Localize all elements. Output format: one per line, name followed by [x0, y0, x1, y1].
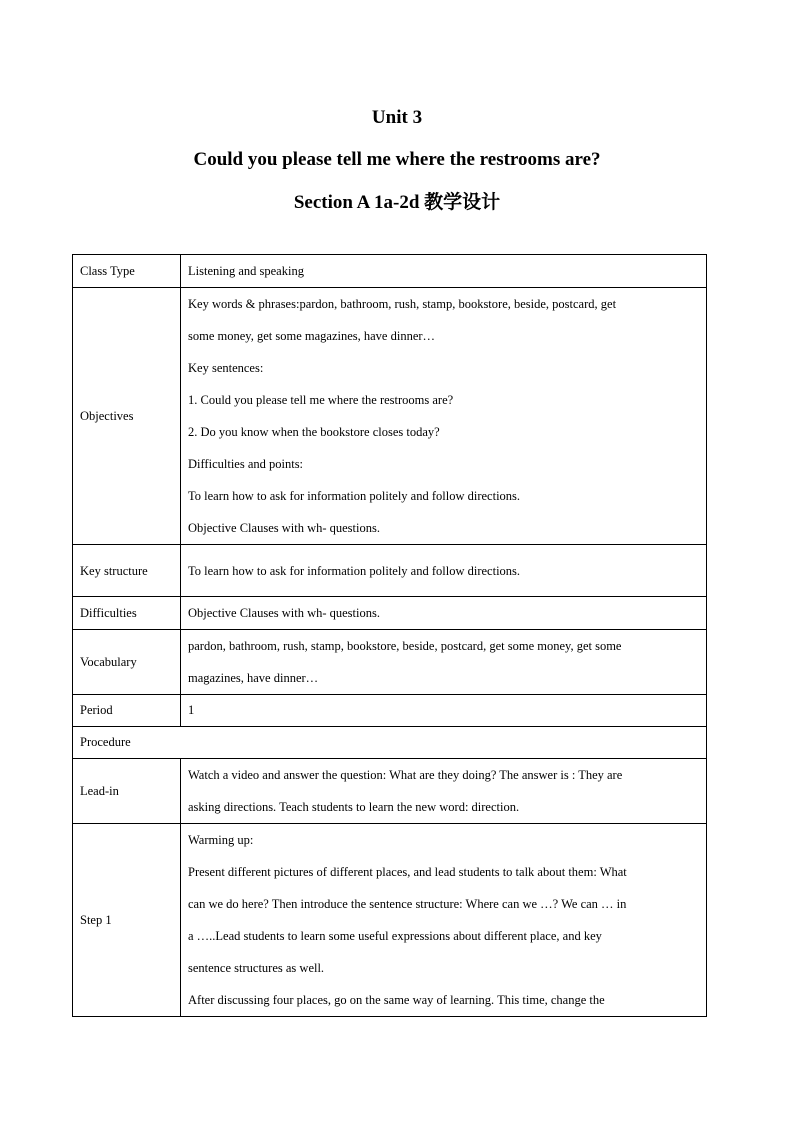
procedure-heading: Procedure: [73, 727, 707, 759]
table-row-key-structure: [73, 545, 707, 597]
step-1-content: [181, 824, 707, 1017]
objectives-line: Objective Clauses with wh- questions.: [188, 521, 380, 535]
lead-in-content: [181, 759, 707, 824]
key-structure-value: [181, 545, 707, 597]
key-structure-value-text: To learn how to ask for information politely and follow directions.: [188, 563, 521, 578]
step-1-line: can we do here? Then introduce the sentence structure: Where can we …? We can … in: [188, 897, 627, 911]
objectives-line: Key words & phrases:pardon, bathroom, rush, stamp, bookstore, beside, postcard, get: [188, 297, 617, 311]
key-structure-label-text: Key structure: [80, 563, 148, 578]
key-structure-label: [73, 545, 181, 597]
objectives-line: To learn how to ask for information politely and follow directions.: [188, 489, 521, 503]
objectives-line: Key sentences:: [188, 361, 264, 375]
vocabulary-line: pardon, bathroom, rush, stamp, bookstore, beside, postcard, get some money, get some: [188, 639, 622, 653]
table-row-vocabulary: [73, 630, 707, 695]
vocabulary-label: [73, 630, 181, 695]
table-row-class-type: [73, 255, 707, 288]
table-row-period: [73, 695, 707, 727]
table-row-step-1: [73, 824, 707, 1017]
table-row-lead-in: [73, 759, 707, 824]
step-1-line: Present different pictures of different places, and lead students to talk about them: What: [188, 865, 627, 879]
step-1-label: Step 1: [73, 824, 181, 1017]
class-type-label: Class Type: [73, 255, 181, 288]
step-1-line: a …..Lead students to learn some useful expressions about different place, and key: [188, 929, 602, 943]
table-row-procedure: [73, 727, 707, 759]
table-row-difficulties: [73, 597, 707, 630]
objectives-label: Objectives: [73, 288, 181, 545]
step-1-line: sentence structures as well.: [188, 961, 325, 975]
vocabulary-content: [181, 630, 707, 695]
lesson-plan-table: [72, 254, 707, 1017]
lead-in-line: asking directions. Teach students to learn the new word: direction.: [188, 800, 520, 814]
difficulties-label: Difficulties: [73, 597, 181, 630]
section-title: Section A 1a-2d 教学设计: [293, 192, 501, 213]
period-label: Period: [73, 695, 181, 727]
objectives-line: some money, get some magazines, have dinner…: [188, 329, 436, 343]
vocabulary-label-text: Vocabulary: [80, 655, 137, 669]
lesson-question-title: Could you please tell me where the restrooms are?: [193, 149, 601, 170]
lead-in-label: Lead-in: [73, 759, 181, 824]
step-1-line: Warming up:: [188, 833, 254, 847]
objectives-line: 2. Do you know when the bookstore closes today?: [188, 425, 440, 439]
step-1-line: After discussing four places, go on the same way of learning. This time, change the: [188, 993, 605, 1007]
objectives-line: 1. Could you please tell me where the restrooms are?: [188, 393, 454, 407]
vocabulary-line: magazines, have dinner…: [188, 671, 319, 685]
unit-title: Unit 3: [371, 107, 423, 128]
difficulties-value: Objective Clauses with wh- questions.: [181, 597, 707, 630]
lead-in-line: Watch a video and answer the question: What are they doing? The answer is : They are: [188, 768, 623, 782]
objectives-line: Difficulties and points:: [188, 457, 304, 471]
objectives-content: [181, 288, 707, 545]
table-row-objectives: [73, 288, 707, 545]
class-type-value: Listening and speaking: [181, 255, 707, 288]
period-value: 1: [181, 695, 707, 727]
